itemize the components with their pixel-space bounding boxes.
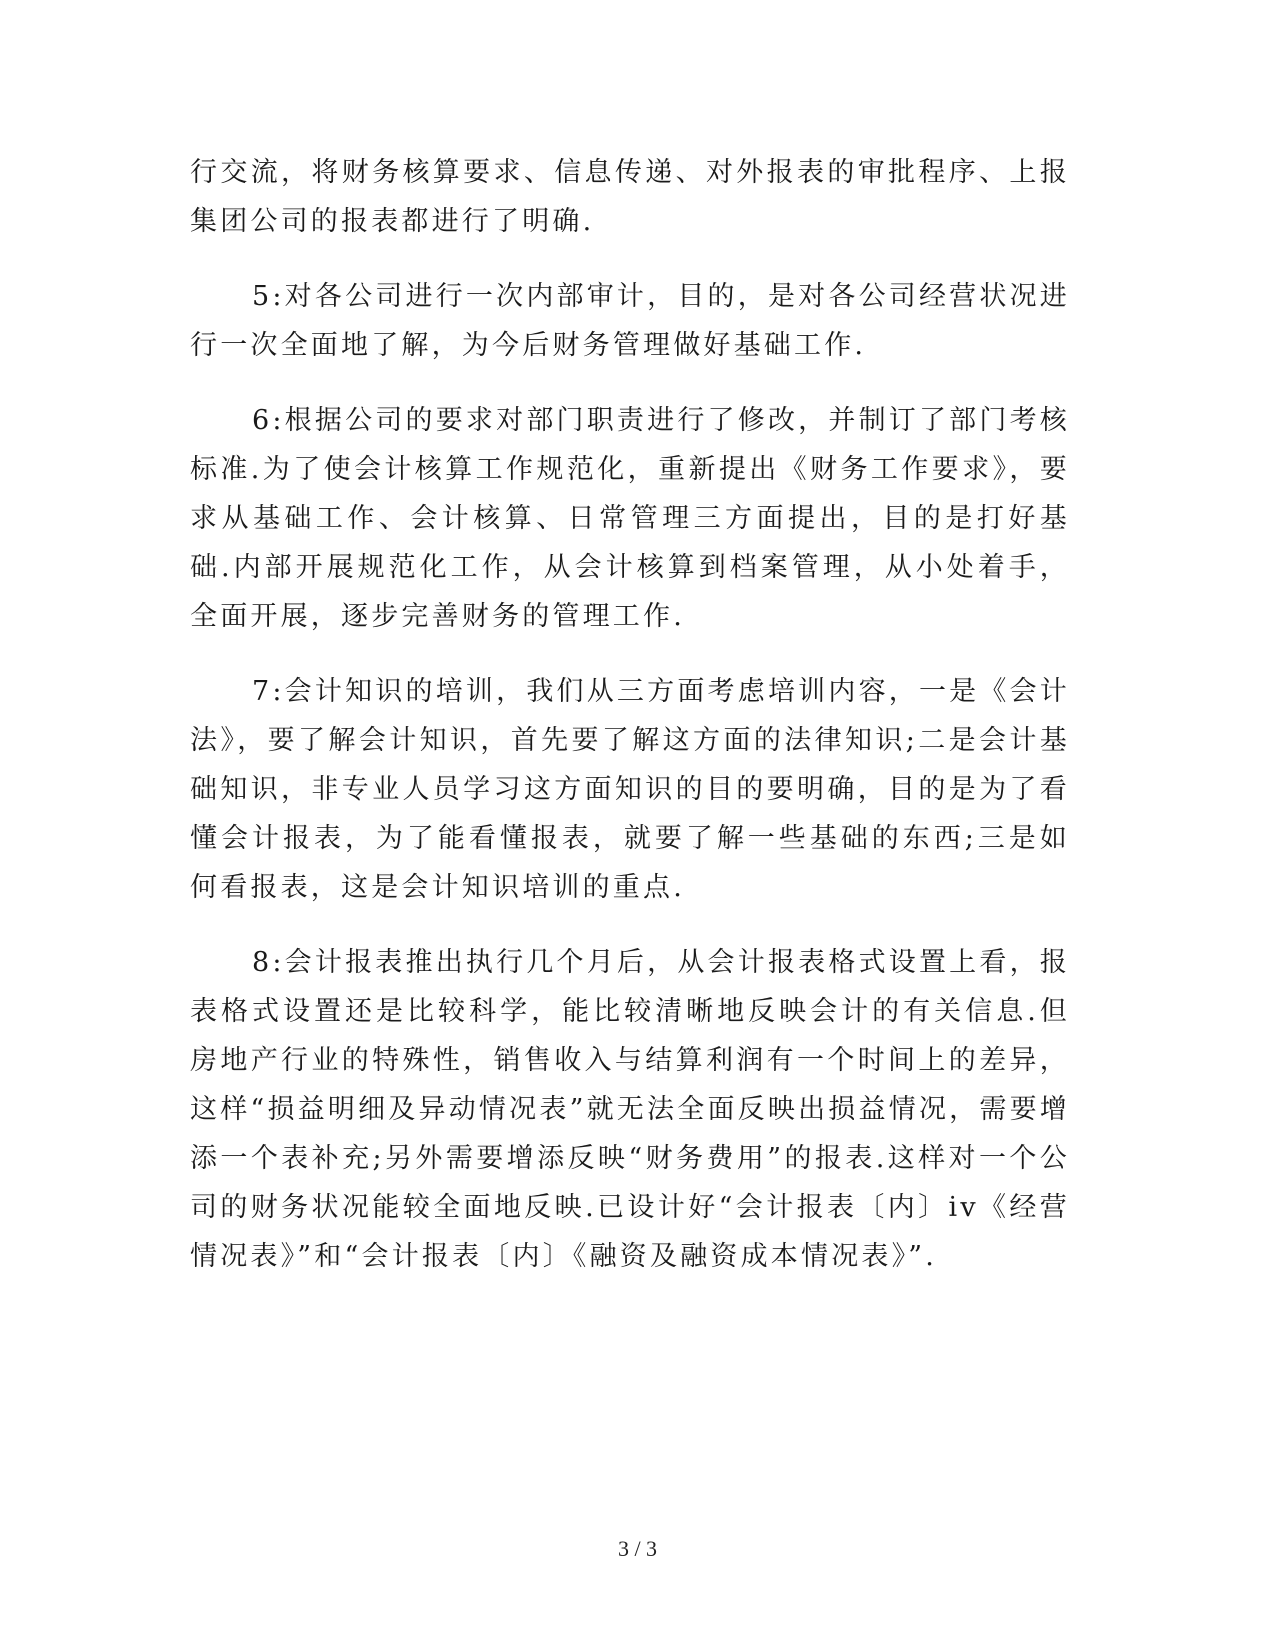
paragraph-item-6: 6:根据公司的要求对部门职责进行了修改，并制订了部门考核标准.为了使会计核算工作规范化，重新提出《财务工作要求》，要求从基础工作、会计核算、日常管理三方面提出，目的是打好基础.内部开展规范化工作，从会计核算到档案管理，从小处着手，全面开展，逐步完善财务的管理工作. bbox=[190, 405, 1070, 632]
paragraph-item-8: 8:会计报表推出执行几个月后，从会计报表格式设置上看，报表格式设置还是比较科学，能比较清晰地反映会计的有关信息.但房地产行业的特殊性，销售收入与结算利润有一个时间上的差异，这样“损益明细及异动情况表”就无法全面反映出损益情况，需要增添一个表补充;另外需要增添反映“财务费用”的报表.这样对一个公司的财务状况能较全面地反映.已设计好“会计报表〔内〕iv《经营情况表》”和“会计报表〔内〕《融资及融资成本情况表》”. bbox=[190, 947, 1070, 1272]
paragraph-item-7: 7:会计知识的培训，我们从三方面考虑培训内容，一是《会计法》，要了解会计知识，首先要了解这方面的法律知识;二是会计基础知识，非专业人员学习这方面知识的目的要明确，目的是为了看懂会计报表，为了能看懂报表，就要了解一些基础的东西;三是如何看报表，这是会计知识培训的重点. bbox=[190, 676, 1070, 903]
paragraph-item-5: 5:对各公司进行一次内部审计，目的，是对各公司经营状况进行一次全面地了解，为今后财务管理做好基础工作. bbox=[190, 281, 1070, 361]
paragraph-continuation: 行交流，将财务核算要求、信息传递、对外报表的审批程序、上报集团公司的报表都进行了明确. bbox=[190, 157, 1070, 237]
page-number: 3 / 3 bbox=[617, 1536, 658, 1561]
document-body bbox=[190, 148, 1070, 1307]
